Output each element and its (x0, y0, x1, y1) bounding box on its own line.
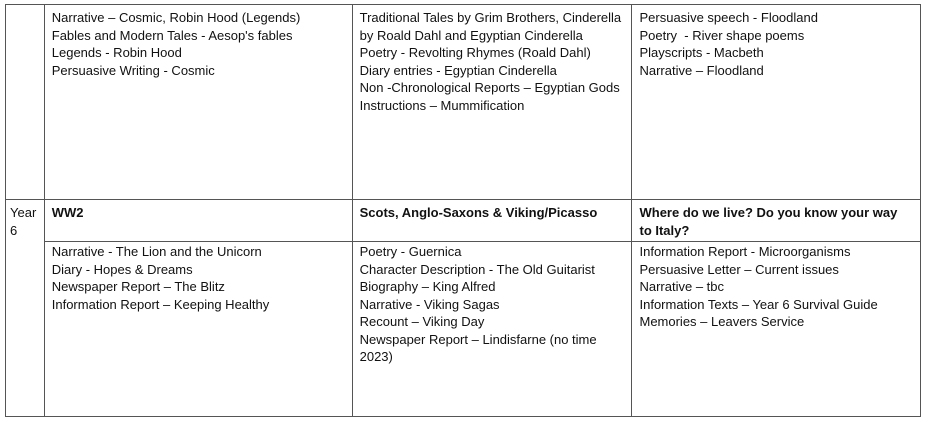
unit-item: Newspaper Report – The Blitz (51, 279, 225, 294)
summer-units-cell (632, 242, 921, 417)
table-row (6, 200, 921, 242)
unit-item: Playscripts - Macbeth (639, 45, 764, 60)
unit-item: Information Texts – Year 6 Survival Guide (639, 296, 878, 312)
unit-item: Information Report – Keeping Healthy (51, 296, 270, 312)
spring-units-cell (352, 5, 632, 200)
unit-item: Diary entries - Egyptian Cinderella (359, 62, 557, 78)
topic-heading: WW2 (44, 200, 352, 242)
topic-heading: Scots, Anglo-Saxons & Viking/Picasso (352, 200, 632, 242)
unit-item: Recount – Viking Day (359, 314, 485, 329)
unit-item: Information Report - Microorganisms (639, 244, 851, 259)
unit-item: Character Description - The Old Guitarist (359, 261, 595, 277)
unit-item: Poetry - Revolting Rhymes (Roald Dahl) (359, 45, 591, 60)
unit-item: Persuasive Letter – Current issues (639, 261, 839, 277)
spring-units-cell (352, 242, 632, 417)
unit-item: Narrative - The Lion and the Unicorn (51, 244, 262, 259)
topic-heading: Where do we live? Do you know your way to Italy? (632, 200, 921, 242)
unit-item: Legends - Robin Hood (51, 45, 182, 60)
autumn-units-cell (44, 242, 352, 417)
unit-item: Instructions – Mummification (359, 97, 525, 113)
summer-units-cell (632, 5, 921, 200)
curriculum-table (5, 4, 921, 417)
unit-item: Fables and Modern Tales - Aesop's fables (51, 27, 293, 43)
unit-item: Newspaper Report – Lindisfarne (no time 2023) (359, 331, 601, 364)
table-row (6, 5, 921, 200)
year-cell (6, 5, 45, 200)
unit-item: Non -Chronological Reports – Egyptian Gods (359, 80, 620, 95)
unit-item: Poetry - Guernica (359, 244, 462, 259)
table-row (6, 242, 921, 417)
unit-item: Traditional Tales by Grim Brothers, Cinderella by Roald Dahl and Egyptian Cinderella (359, 10, 625, 43)
unit-item: Diary - Hopes & Dreams (51, 261, 193, 277)
autumn-units-cell (44, 5, 352, 200)
unit-item: Persuasive speech - Floodland (639, 10, 818, 25)
unit-item: Narrative - Viking Sagas (359, 296, 500, 312)
unit-item: Narrative – Cosmic, Robin Hood (Legends) (51, 10, 301, 25)
unit-item: Persuasive Writing - Cosmic (51, 62, 215, 78)
year-label: Year 6 (6, 200, 45, 417)
unit-item: Poetry - River shape poems (639, 27, 805, 43)
unit-item: Biography – King Alfred (359, 279, 496, 294)
unit-item: Narrative – Floodland (639, 62, 764, 78)
unit-item: Narrative – tbc (639, 279, 725, 294)
unit-item: Memories – Leavers Service (639, 314, 805, 329)
